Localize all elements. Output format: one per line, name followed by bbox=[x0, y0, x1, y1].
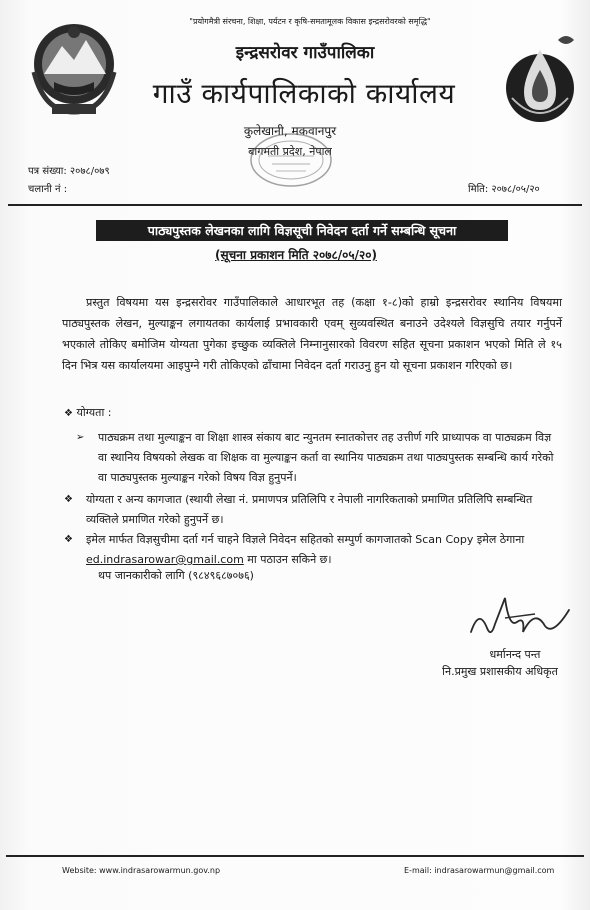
email-item-after: मा पठाउन सकिने छ। bbox=[243, 553, 332, 566]
signatory-designation: नि.प्रमुख प्रशासकीय अधिकृत bbox=[442, 665, 558, 678]
notice-heading: पाठ्यपुस्तक लेखनका लागि विज्ञसूची निवेदन दर्ता गर्ने सम्बन्धि सूचना bbox=[96, 220, 508, 241]
footer-website-link[interactable]: Website: www.indrasarowarmun.gov.np bbox=[62, 866, 221, 875]
nepal-emblem-logo bbox=[24, 12, 124, 122]
eligibility-item-text: पाठ्यक्रम तथा मुल्याङ्कन वा शिक्षा शास्त्र संकाय बाट न्युनतम स्नातकोत्तर तह उत्तीर्ण गरि प्राध्यापक वा पाठ्यक्रम विज्ञ वा स्थानिय विषयको लेखक वा शिक्षक वा मुल्याङ्कन कर्ता वा स्थानिय पाठ्यक्रम तथा पाठ्यपुस्तक सम्बन्धि कार्य गरेको वा पाठ्यपुस्तक मुल्याङ्कन गरेको विषय विज्ञ हुनुपर्ने। bbox=[98, 431, 554, 484]
notice-subheading: (सूचना प्रकाशन मिति २०७८/०५/२०) bbox=[215, 248, 377, 262]
email-item bbox=[64, 530, 564, 570]
municipality-name: इन्द्रसरोवर गाउँपालिका bbox=[235, 43, 375, 63]
notice-paragraph: प्रस्तुत विषयमा यस इन्द्रसरोवर गाउँपालिकाले आधारभूत तह (कक्षा १-८)को हाम्रो इन्द्रसरोवर स्थानिय विषयमा पाठ्यपुस्तक लेखन, मुल्याङ्कन लगायतका कार्यलाई प्रभावकारी एवम् सुव्यवस्थित बनाउने उदेश्यले विज्ञसुचि तयार गर्नुपर्ने भएकाले तोकिए बमोजिम योग्यता पुगेका इच्छुक व्यक्तिले निम्नानुसारको विवरण सहित सूचना प्रकाशन भएको मिति ले १५ दिन भित्र यस कार्यालयमा आइपुग्ने गरी तोकिएको ढाँचामा निवेदन दर्ता गराउनु हुन यो सूचना प्रकाशन गरिएको छ। bbox=[62, 296, 562, 372]
office-name: गाउँ कार्यपालिकाको कार्यालय bbox=[152, 77, 456, 110]
dispatch-number: चलानी नं : bbox=[28, 184, 68, 195]
municipality-drop-logo bbox=[500, 30, 580, 140]
address-line-2: बागमती प्रदेश, नेपाल bbox=[248, 145, 332, 158]
diamond-bullet-icon: ❖ bbox=[64, 494, 73, 505]
eligibility-title: योग्यता : bbox=[76, 406, 112, 419]
letter-date: मिति: २०७८/०५/२० bbox=[468, 184, 540, 195]
header-divider bbox=[8, 204, 582, 206]
motto-text: "प्रयोगमैत्री संरचना, शिक्षा, पर्यटन र कृषि-समतामूलक विकास इन्द्रसरोवरको समृद्धि" bbox=[189, 17, 431, 26]
contact-info: थप जानकारीको लागि (९८४९६८७०७६) bbox=[98, 569, 254, 582]
email-item-text bbox=[86, 530, 564, 570]
arrow-bullet-icon: ➢ bbox=[76, 432, 85, 443]
eligibility-heading bbox=[64, 405, 112, 420]
eligibility-item bbox=[76, 428, 561, 488]
office-seal-stamp bbox=[246, 130, 336, 190]
reference-number: पत्र संख्या: २०७८/०७९ bbox=[28, 166, 110, 177]
address-line-1: कुलेखानी, मकवानपुर bbox=[243, 124, 337, 138]
diamond-bullet-icon: ❖ bbox=[64, 408, 73, 419]
footer-divider bbox=[6, 855, 584, 857]
signature-mark bbox=[465, 588, 575, 644]
documents-item-text: योग्यता र अन्य कागजात (स्थायी लेखा नं. प्रमाणपत्र प्रतिलिपि र नेपाली नागरिकताको प्रमाणित प्रतिलिपि सम्बन्धित व्यक्तिले प्रमाणित गरेको हुनुपर्ने छ। bbox=[86, 493, 533, 526]
diamond-bullet-icon: ❖ bbox=[64, 534, 73, 545]
submission-email-link[interactable]: ed.indrasarowar@gmail.com bbox=[86, 553, 244, 566]
documents-item bbox=[64, 490, 564, 530]
email-item-before: इमेल मार्फत विज्ञसुचीमा दर्ता गर्न चाहने विज्ञले निवेदन सहितको सम्पुर्ण कागजातको Scan Copy इमेल ठेगाना bbox=[86, 533, 525, 546]
signatory-name: धर्मानन्द पन्त bbox=[489, 648, 541, 661]
footer-email-link[interactable]: E-mail: indrasarowarmun@gmail.com bbox=[404, 866, 555, 875]
